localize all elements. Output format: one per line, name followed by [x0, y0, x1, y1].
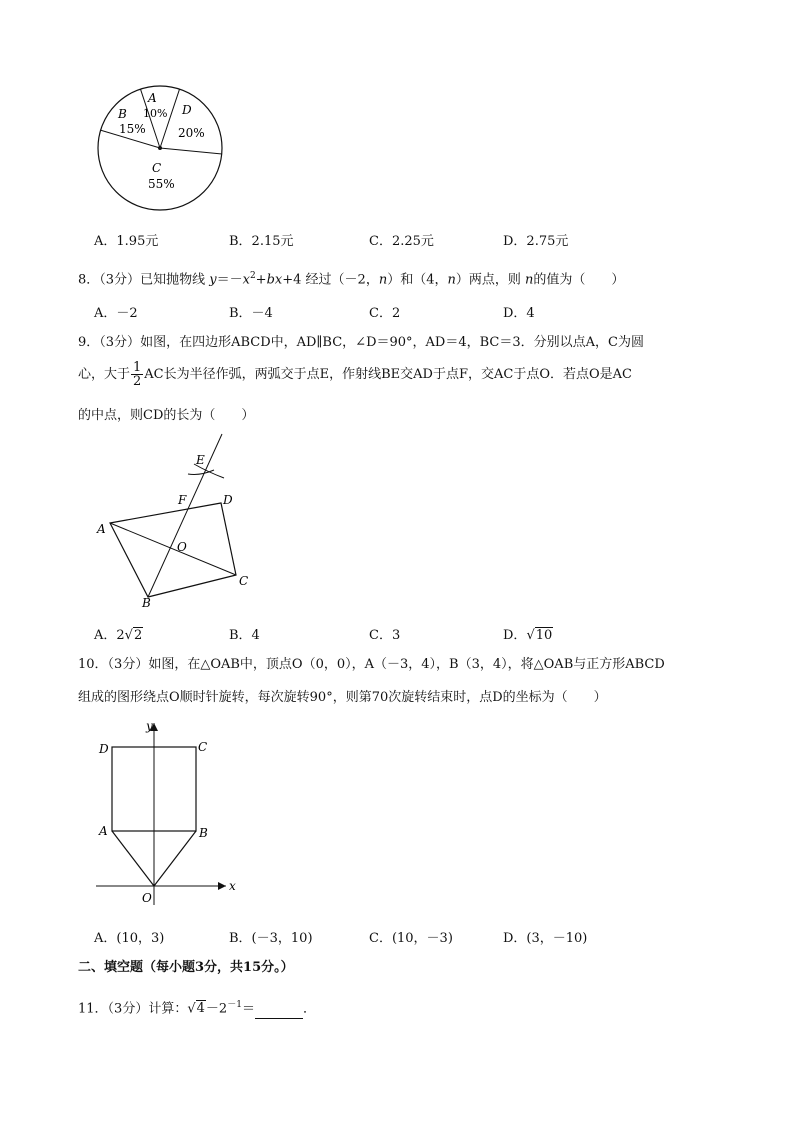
q9-stem-line2 [78, 360, 632, 390]
q11-rad: 4 [196, 1001, 205, 1017]
q7-option-a[interactable]: A．1.95元 [94, 234, 159, 249]
q7-option-c[interactable]: C．2.25元 [369, 234, 434, 249]
pie-pct-c: 55% [148, 177, 175, 191]
q10-score: （3分） [107, 657, 149, 672]
q9-label-e: E [196, 453, 205, 467]
q11-number: 11． [78, 1001, 108, 1017]
q9-line2-b: AC长为半径作弧，两弧交于点E，作射线BE交AD于点F，交AC于点O．若点O是AC [144, 367, 632, 382]
q9-option-b[interactable]: B．4 [229, 628, 260, 643]
q8-option-a[interactable]: A．－2 [94, 306, 138, 321]
q11-stem [78, 995, 316, 1019]
q9-label-d: D [223, 493, 233, 507]
q11-sup: －1 [227, 1000, 242, 1010]
q9-option-d-pre: D． [503, 628, 527, 643]
sqrt-icon: √ [526, 628, 535, 643]
q11-score: （3分） [107, 1001, 149, 1017]
q9-number: 9． [78, 335, 100, 350]
q9-option-a-rad: 2 [133, 628, 143, 643]
q8-text-and: ）和（4， [387, 272, 448, 288]
q9-option-a[interactable] [94, 624, 143, 643]
q11-post: －2 [205, 1001, 228, 1017]
q8-n3: n [525, 272, 534, 288]
q9-option-a-pre: A．2 [94, 628, 125, 643]
q8-eq-x: x [242, 272, 250, 288]
q8-option-b[interactable]: B．－4 [229, 306, 273, 321]
sqrt-icon: √ [187, 1001, 196, 1017]
q8-option-d[interactable]: D．4 [503, 306, 535, 321]
q10-label-d: D [99, 742, 109, 756]
q8-eq-b: bx [266, 272, 283, 288]
q9-line1: 如图，在四边形ABCD中，AD∥BC，∠D＝90°，AD＝4，BC＝3．分别以点A，C为圆 [140, 335, 644, 350]
q8-number: 8． [78, 272, 100, 288]
q10-line1: 如图，在△OAB中，顶点O（0，0），A（－3，4），B（3，4），将△OAB与正方形ABCD [148, 657, 665, 672]
q9-stem-line3 [78, 406, 254, 426]
q8-score: （3分） [99, 272, 141, 288]
q10-option-a[interactable]: A．(10，3) [94, 931, 165, 946]
q9-label-b: B [142, 596, 151, 610]
q10-figure [90, 715, 250, 910]
q10-label-b: B [199, 826, 208, 840]
q10-line2: 组成的图形绕点O顺时针旋转，每次旋转90°，则第70次旋转结束时，点D的坐标为（ ） [78, 690, 607, 705]
q9-label-c: C [239, 574, 249, 588]
q11-pre: 计算： [148, 1001, 188, 1017]
pie-label-a: A [148, 91, 157, 105]
q8-text-q: 的值为（ ） [533, 272, 625, 288]
q9-option-d-rad: 10 [535, 628, 553, 643]
section-heading: 二、填空题（每小题3分，共15分。） [78, 960, 294, 975]
pie-chart [90, 80, 230, 220]
q10-label-a: A [99, 824, 108, 838]
q9-label-f: F [178, 493, 187, 507]
q10-option-c[interactable]: C．(10，－3) [369, 931, 453, 946]
q10-stem-line1 [78, 655, 665, 675]
q7-option-d[interactable]: D．2.75元 [503, 234, 569, 249]
q9-option-c[interactable]: C．3 [369, 628, 401, 643]
q10-number: 10． [78, 657, 108, 672]
pie-label-d: D [182, 103, 192, 117]
q10-label-x: x [229, 879, 236, 893]
q10-label-o: O [142, 891, 152, 905]
q9-frac-den: 2 [133, 374, 142, 389]
pie-pct-b: 15% [119, 122, 146, 136]
q8-option-c[interactable]: C．2 [369, 306, 401, 321]
q9-score: （3分） [99, 335, 141, 350]
q8-eq-mid: ＝－ [216, 272, 243, 288]
q9-fraction [131, 361, 143, 388]
q11-answer-blank[interactable] [255, 1004, 303, 1019]
q8-text-end: ）两点，则 [455, 272, 521, 288]
q10-stem-line2 [78, 688, 607, 708]
pie-pct-a: 10% [143, 107, 168, 120]
q10-label-c: C [198, 740, 208, 754]
q8-stem [78, 266, 624, 290]
q8-text: 已知抛物线 [140, 272, 206, 288]
q9-stem-line1 [78, 333, 644, 353]
pie-label-b: B [118, 107, 127, 121]
q8-eq-sup: 2 [249, 271, 256, 281]
sqrt-icon: √ [124, 628, 133, 643]
q8-n2: n [447, 272, 456, 288]
q8-n1: n [378, 272, 388, 288]
q11-eq: ＝ [241, 1001, 255, 1017]
q11-end: ． [302, 1001, 316, 1017]
q10-label-y: y [146, 719, 153, 733]
q9-frac-num: 1 [133, 360, 142, 375]
q8-eq-y: y [209, 272, 217, 288]
q9-label-a: A [97, 522, 106, 536]
q7-option-b[interactable]: B．2.15元 [229, 234, 294, 249]
q8-eq-plus: + [255, 272, 267, 288]
q9-figure [90, 430, 260, 610]
pie-label-c: C [152, 161, 162, 175]
q8-text-post: 经过（－2， [305, 272, 379, 288]
q10-option-b[interactable]: B．(－3，10) [229, 931, 313, 946]
q10-option-d[interactable]: D．(3，－10) [503, 931, 588, 946]
q9-option-d[interactable] [503, 624, 553, 643]
pie-pct-d: 20% [178, 126, 205, 140]
q9-line3: 的中点，则CD的长为（ ） [78, 408, 255, 423]
q8-eq-tail: +4 [282, 272, 302, 288]
q9-label-o: O [177, 540, 187, 554]
q9-line2-a: 心，大于 [78, 367, 131, 382]
